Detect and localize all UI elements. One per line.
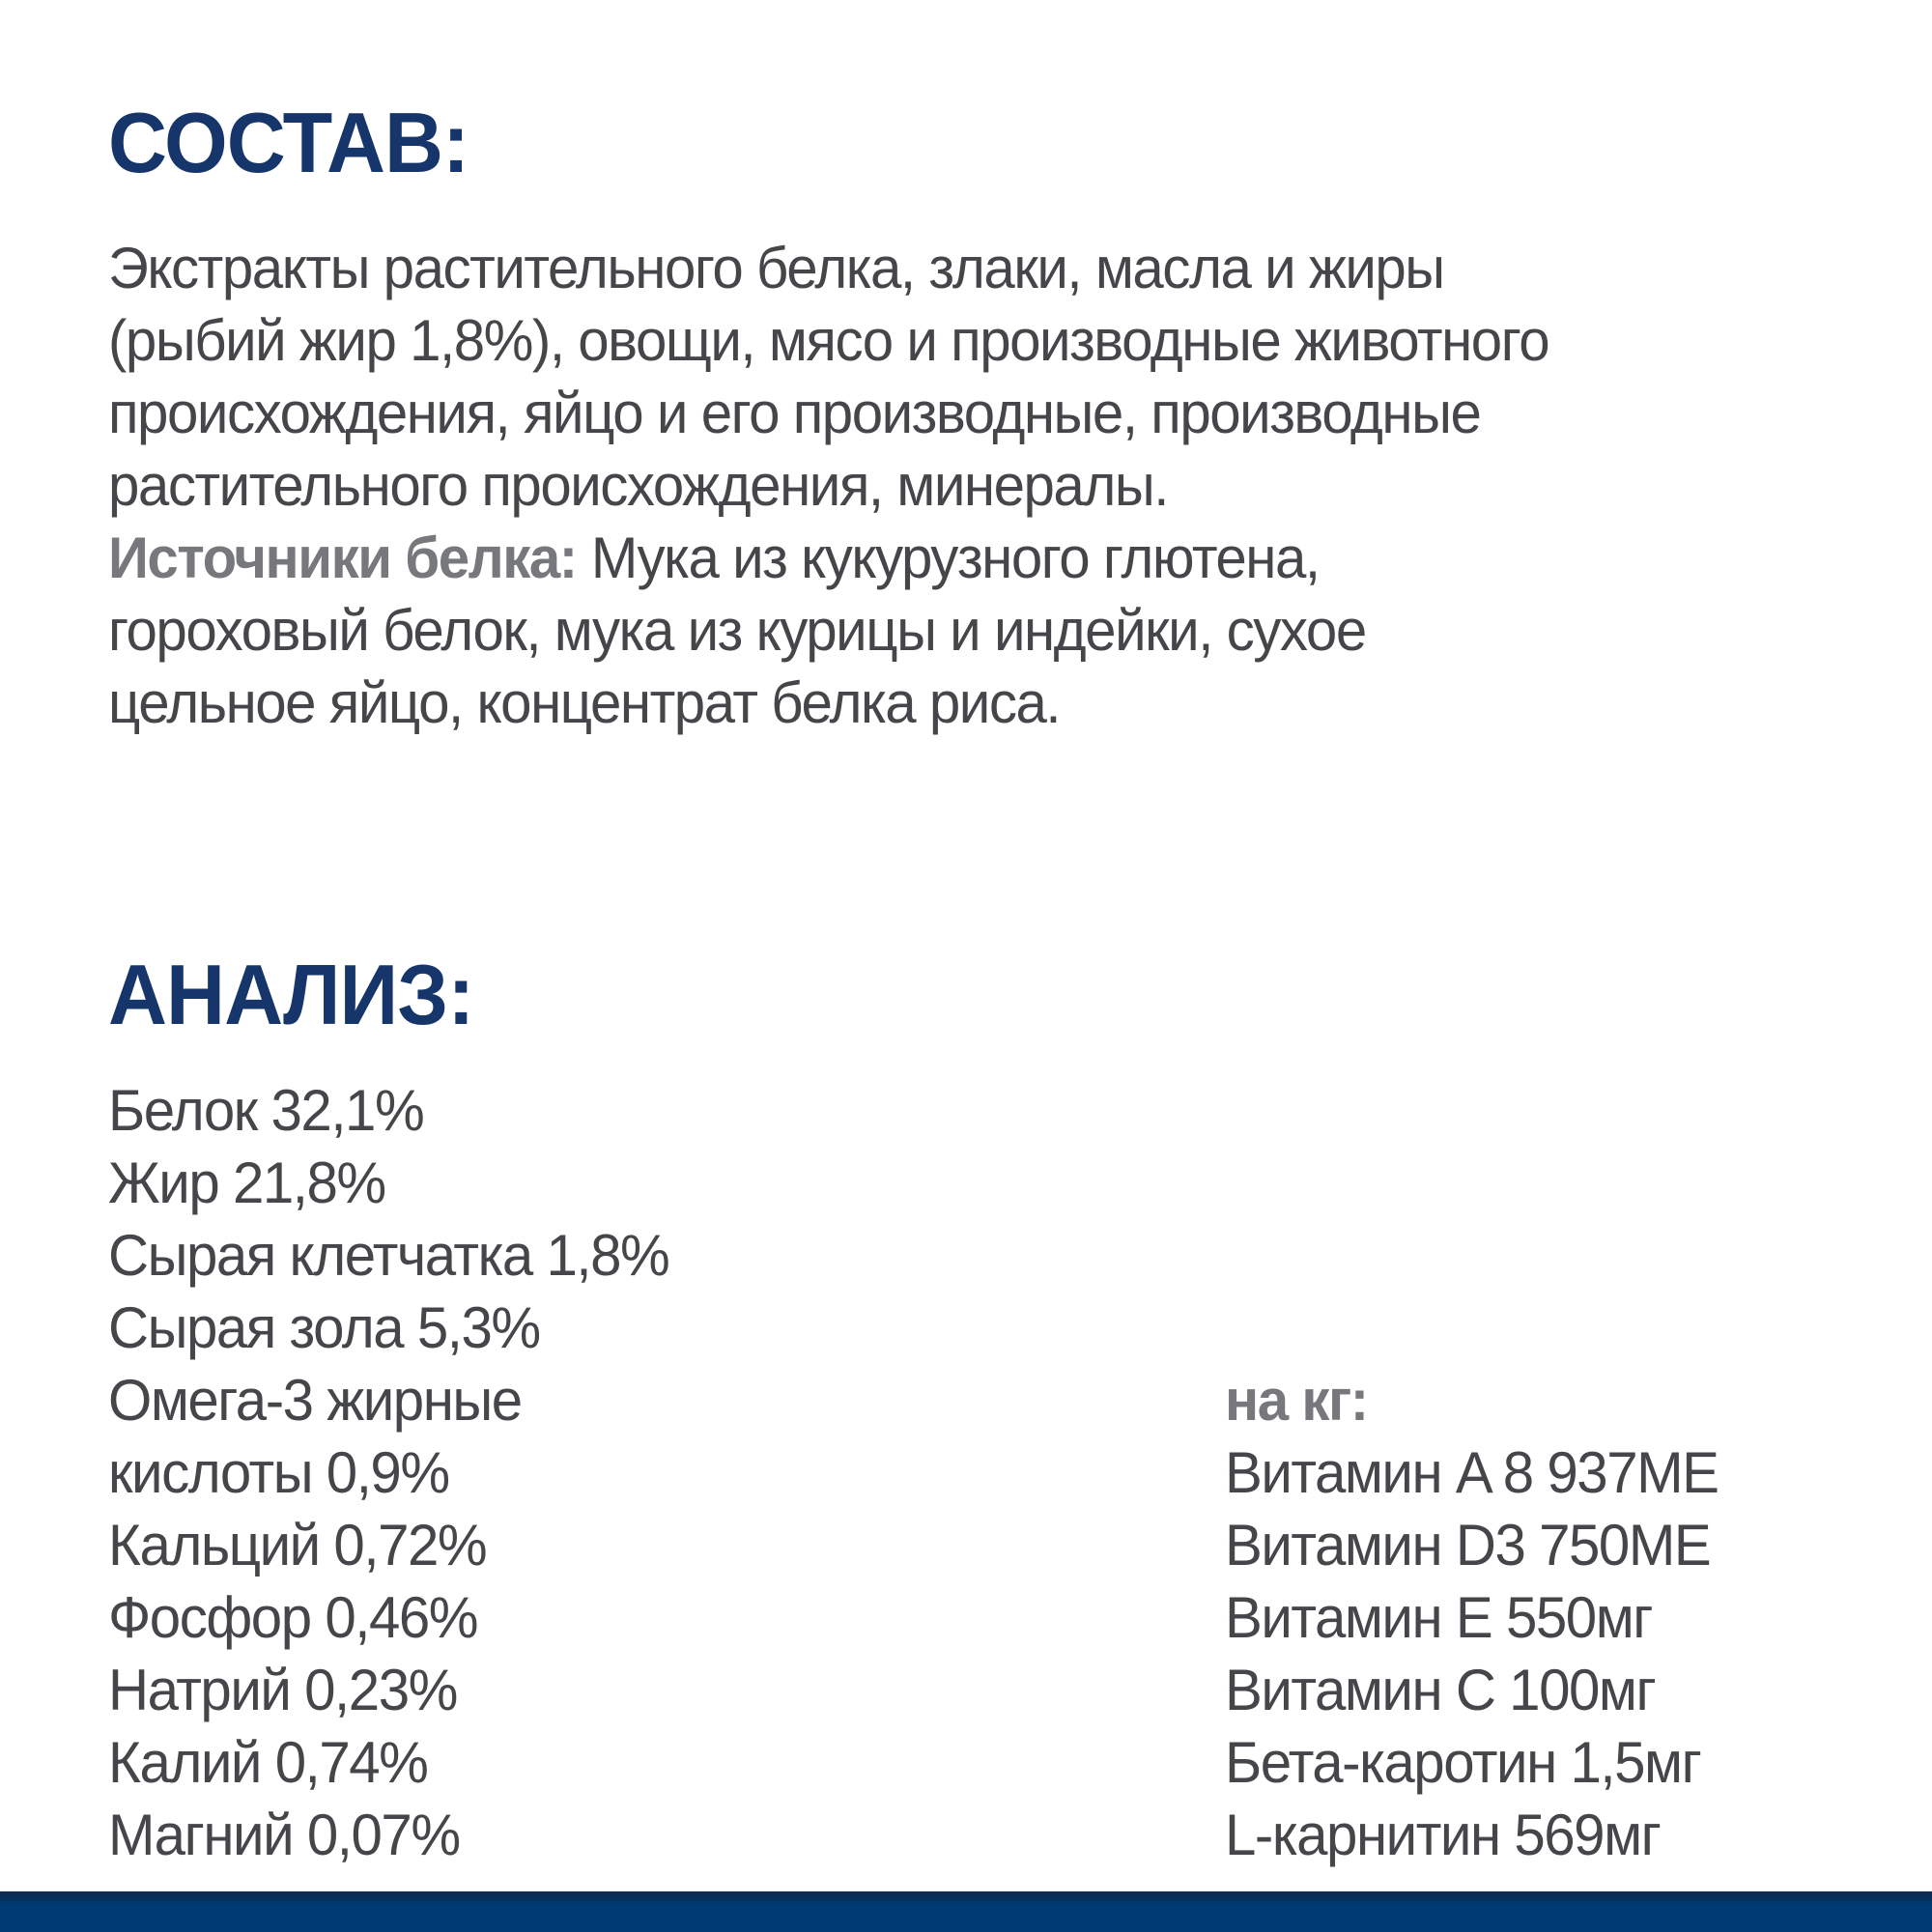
analysis-heading: АНАЛИЗ:	[108, 947, 474, 1042]
composition-line: (рыбий жир 1,8%), овощи, мясо и производные животного	[108, 308, 1549, 373]
composition-line: происхождения, яйцо и его производные, производные	[108, 381, 1481, 445]
analysis-values-list	[108, 1074, 668, 1871]
per-kg-list	[1225, 1364, 1719, 1871]
per-kg-item: Витамин A 8 937МЕ	[1225, 1440, 1719, 1505]
analysis-item: кислоты 0,9%	[108, 1440, 449, 1505]
analysis-item: Сырая клетчатка 1,8%	[108, 1223, 669, 1288]
per-kg-item: Витамин C 100мг	[1225, 1658, 1656, 1722]
protein-sources-text: Мука из кукурузного глютена,	[590, 526, 1320, 590]
analysis-item: Калий 0,74%	[108, 1730, 428, 1795]
composition-paragraph	[108, 232, 1548, 739]
analysis-item: Сырая зола 5,3%	[108, 1295, 540, 1360]
analysis-item: Омега-3 жирные	[108, 1368, 522, 1433]
protein-sources-line: цельное яйцо, концентрат белка риса.	[108, 670, 1061, 735]
analysis-item: Фосфор 0,46%	[108, 1585, 478, 1650]
analysis-item: Белок 32,1%	[108, 1078, 424, 1143]
analysis-item: Магний 0,07%	[108, 1803, 460, 1867]
per-kg-item: Бета-каротин 1,5мг	[1225, 1730, 1701, 1795]
per-kg-item: Витамин D3 750МЕ	[1225, 1513, 1711, 1577]
composition-line: растительного происхождения, минералы.	[108, 453, 1168, 518]
analysis-item: Жир 21,8%	[108, 1151, 385, 1215]
protein-sources-line	[108, 522, 1548, 594]
composition-line: Экстракты растительного белка, злаки, масла и жиры	[108, 236, 1444, 300]
bottom-accent-bar	[0, 1891, 1932, 1932]
per-kg-item: L-карнитин 569мг	[1225, 1803, 1661, 1867]
analysis-item: Кальций 0,72%	[108, 1513, 487, 1577]
per-kg-item: Витамин E 550мг	[1225, 1585, 1653, 1650]
composition-heading: СОСТАВ:	[108, 95, 469, 190]
per-kg-label: на кг:	[1225, 1368, 1368, 1433]
analysis-item: Натрий 0,23%	[108, 1658, 457, 1722]
protein-sources-label: Источники белка:	[108, 526, 577, 590]
protein-sources-line: гороховый белок, мука из курицы и индейки, сухое	[108, 598, 1366, 663]
